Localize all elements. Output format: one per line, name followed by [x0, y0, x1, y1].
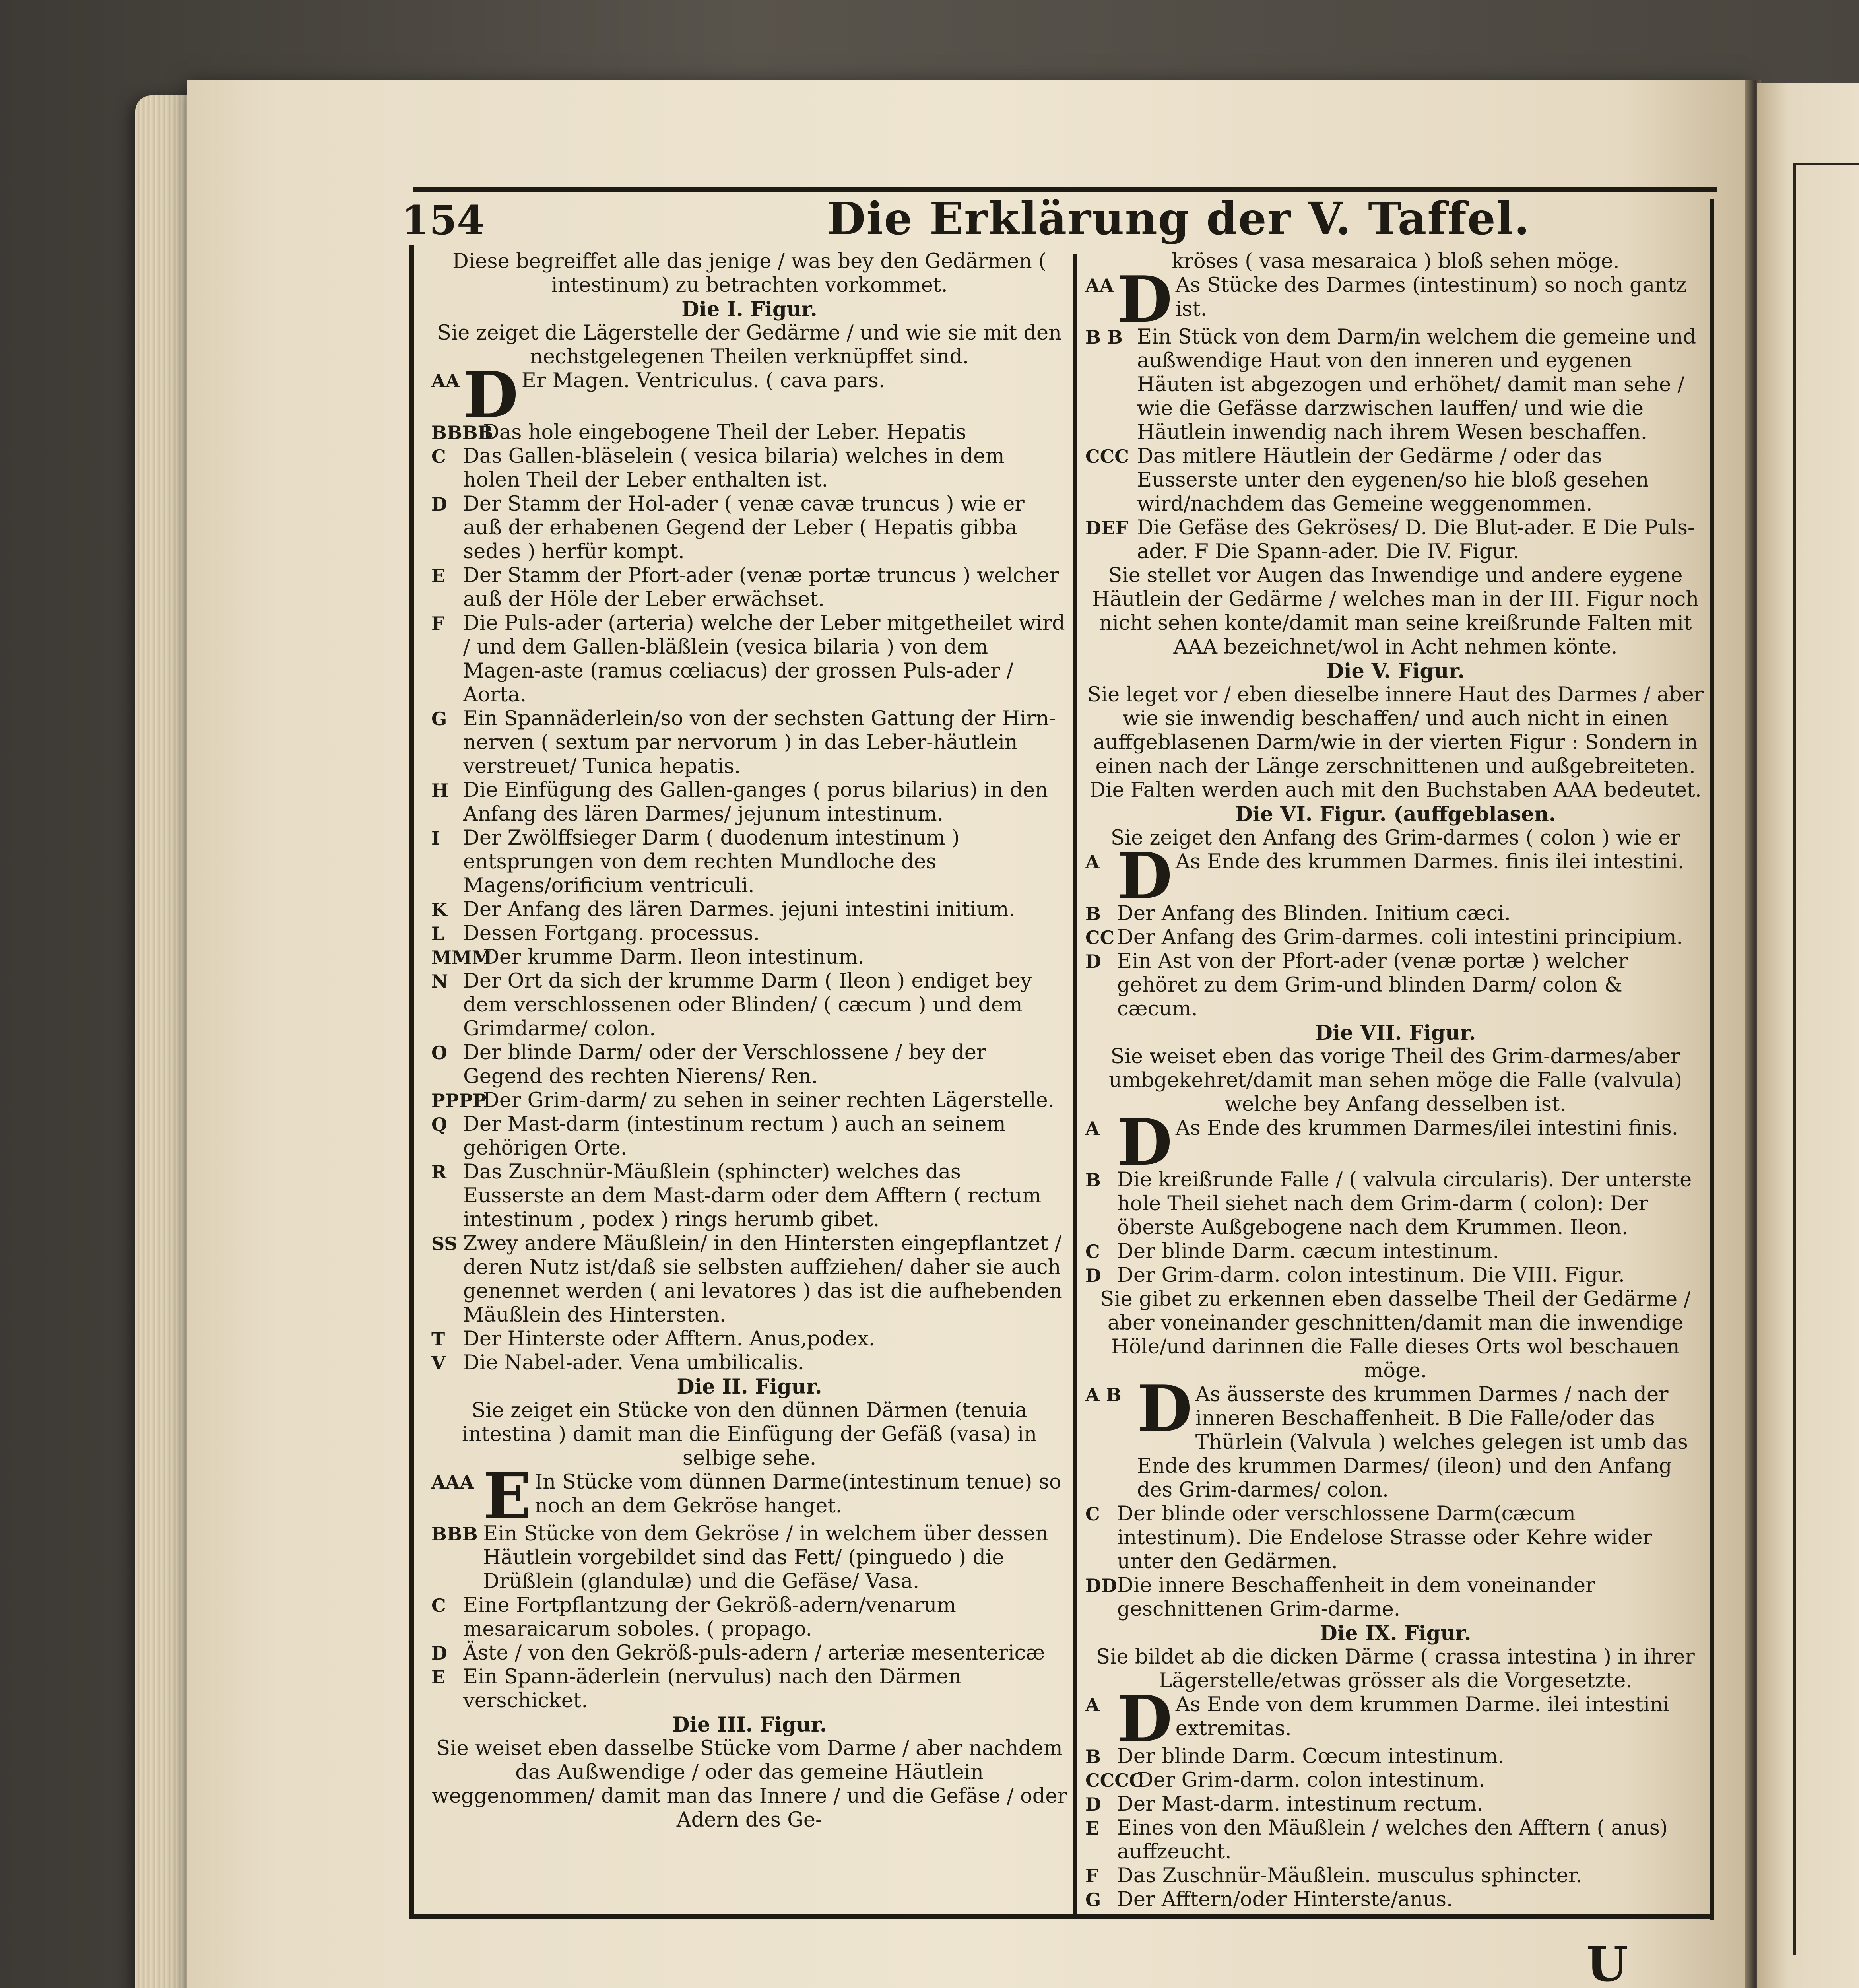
legend-text — [463, 1041, 1067, 1089]
legend-text — [463, 779, 1067, 826]
legend-description: Der Afftern/oder Hinterste/anus. — [1117, 1888, 1453, 1911]
figure-heading: Die I. Figur. — [681, 297, 817, 321]
legend-description: Der Stamm der Pfort-ader (venæ portæ truncus ) welcher auß der Höle der Leber erwächset. — [463, 564, 1059, 611]
legend-description: Die kreißrunde Falle / ( valvula circularis). Der unterste hole Theil siehet nach dem Grim-darm ( colon): Der öberste Außgebogene nach dem Krummen. Ileon. — [1117, 1168, 1692, 1239]
legend-entry — [431, 1327, 1067, 1351]
legend-text — [1117, 262, 1706, 337]
facing-page-edge — [1757, 83, 1859, 1988]
legend-description: Ein Spann-äderlein (nervulus) nach den Därmen verschicket. — [463, 1665, 962, 1712]
signature-mark: U — [1586, 1936, 1628, 1988]
legend-entry — [431, 945, 1067, 969]
legend-entry — [431, 1594, 1067, 1641]
legend-description: As Ende des krummen Darmes. finis ilei intestini. — [1175, 850, 1684, 874]
legend-entry — [1085, 1681, 1706, 1756]
legend-entry — [431, 357, 1067, 432]
legend-text — [463, 357, 1067, 432]
legend-entry — [431, 707, 1067, 779]
legend-letter: B — [1085, 903, 1101, 924]
left-text-column — [431, 250, 1067, 1832]
legend-letter: V — [431, 1352, 446, 1374]
figure-description: Sie weiset eben das vorige Theil des Grim-darmes/aber umbgekehret/damit man sehen möge die Falle (valvula) welche bey Anfang desselben ist. — [1108, 1045, 1682, 1116]
legend-description: Der Ort da sich der krumme Darm ( Ileon ) endiget bey dem verschlossenen oder Blinden/ ( cæcum ) und dem Grimdarme/ colon. — [463, 969, 1032, 1041]
figure-description: Sie gibet zu erkennen eben dasselbe Theil der Gedärme / aber voneinander geschnitten/damit man die inwendige Höle/und darinnen die Falle dieses Orts wol beschauen möge. — [1100, 1287, 1691, 1382]
legend-text — [483, 1522, 1067, 1594]
legend-description: Der Grim-darm. colon intestinum. Die VIII. Figur. — [1117, 1264, 1625, 1287]
legend-entry — [431, 1089, 1067, 1112]
legend-letter: T — [431, 1328, 445, 1350]
book-page-edges — [135, 95, 195, 1988]
figure-description: Sie leget vor / eben dieselbe innere Haut des Darmes / aber wie sie inwendig beschaffen/ und auch nicht in einen auffgeblasenen Darm/wie in der vierten Figur : Sondern in einen nach der Länge zerschnittenen und außgebreiteten. Die Falten werden auch mit den Buchstaben AAA bedeutet. — [1087, 683, 1704, 802]
legend-entry — [1085, 325, 1706, 445]
legend-entry — [1085, 1371, 1706, 1502]
legend-letter: H — [431, 780, 449, 801]
legend-letter: B — [1085, 1746, 1101, 1767]
legend-description: Der blinde Darm. cæcum intestinum. — [1117, 1240, 1499, 1263]
legend-letter: I — [431, 827, 440, 849]
legend-description: Ein Stücke von dem Gekröse / in welchem über dessen Häutlein vorgebildet sind das Fett/ (pinguedo ) die Drüßlein (glandulæ) und die Gefäse/ Vasa. — [483, 1522, 1048, 1593]
legend-letter: B — [1085, 1169, 1101, 1191]
legend-description: Der blinde Darm. Cœcum intestinum. — [1117, 1745, 1504, 1768]
legend-description: Zwey andere Mäußlein/ in den Hintersten eingepflantzet / deren Nutz ist/daß sie selbsten auffziehen/ daher sie auch genennet werden ( ani levatores ) das ist die aufhebenden Mäußlein des Hintersten. — [463, 1232, 1062, 1327]
legend-description: Das Zuschnür-Mäußlein (sphincter) welches das Eusserste an dem Mast-darm oder dem Afftern ( rectum intestinum , podex ) rings herumb gibet. — [463, 1160, 1042, 1231]
legend-entry — [1085, 1168, 1706, 1240]
legend-description: Ein Spannäderlein/so von der sechsten Gattung der Hirn-nerven ( sextum par nervorum ) in das Leber-häutlein verstreuet/ Tunica hepatis. — [463, 707, 1056, 778]
legend-description: Äste / von den Gekröß-puls-adern / arteriæ mesentericæ — [463, 1641, 1045, 1665]
right-text-column — [1085, 250, 1706, 1912]
facing-page-frame — [1793, 163, 1859, 1955]
legend-description: As Stücke des Darmes (intestinum) so noch gantz ist. — [1175, 274, 1687, 321]
legend-letter: A — [1085, 851, 1100, 873]
figure-heading: Die VII. Figur. — [1315, 1021, 1476, 1045]
legend-description: Der krumme Darm. Ileon intestinum. — [483, 945, 864, 969]
legend-description: Der Anfang des Grim-darmes. coli intestini principium. — [1117, 926, 1683, 949]
legend-description: Die Einfügung des Gallen-ganges ( porus bilarius) in den Anfang des lären Darmes/ jejunum intestinum. — [463, 779, 1048, 826]
legend-text — [463, 1351, 1067, 1375]
legend-entry — [431, 492, 1067, 564]
legend-description: Eines von den Mäußlein / welches den Afftern ( anus) auffzeucht. — [1117, 1816, 1668, 1864]
legend-entry — [431, 612, 1067, 707]
legend-text — [463, 492, 1067, 564]
legend-description: Der Grim-darm. colon intestinum. — [1137, 1769, 1485, 1792]
figure-heading: Die II. Figur. — [677, 1375, 822, 1399]
figure-description: Sie zeiget die Lägerstelle der Gedärme / und wie sie mit den nechstgelegenen Theilen verknüpffet sind. — [437, 321, 1061, 369]
legend-entry — [431, 1112, 1067, 1160]
legend-description: Ein Ast von der Pfort-ader (venæ portæ ) welcher gehöret zu dem Grim-und blinden Darm/ colon & cæcum. — [1117, 949, 1628, 1021]
legend-text — [463, 826, 1067, 898]
legend-description: Das mitlere Häutlein der Gedärme / oder das Eusserste unter den eygenen/so hie bloß gesehen wird/nachdem das Gemeine weggenommen. — [1137, 445, 1649, 516]
legend-description: Der Anfang des Blinden. Initium cæci. — [1117, 902, 1511, 925]
legend-letter: D — [431, 1642, 447, 1664]
legend-entry — [1085, 1502, 1706, 1574]
legend-text — [463, 612, 1067, 707]
legend-description: Er Magen. Ventriculus. ( cava pars. — [521, 369, 885, 392]
legend-letter: CCC — [1085, 446, 1129, 467]
legend-description: Die Nabel-ader. Vena umbilicalis. — [463, 1351, 804, 1375]
legend-description: As Ende von dem krummen Darme. ilei intestini extremitas. — [1175, 1693, 1670, 1740]
legend-entry — [431, 1160, 1067, 1232]
legend-description: Das Zuschnür-Mäußlein. musculus sphincter. — [1117, 1864, 1582, 1887]
legend-description: In Stücke vom dünnen Darme(intestinum tenue) so noch an dem Gekröse hanget. — [534, 1470, 1061, 1518]
legend-entry — [1085, 1816, 1706, 1864]
legend-letter: D — [1085, 951, 1101, 972]
legend-entry — [431, 1641, 1067, 1665]
legend-letter: F — [1085, 1865, 1098, 1887]
legend-text — [463, 922, 1067, 945]
drop-cap: D — [1137, 1371, 1192, 1446]
legend-entry — [431, 1665, 1067, 1713]
legend-letter: R — [431, 1161, 447, 1183]
legend-text — [463, 1112, 1067, 1160]
legend-letter: E — [1085, 1817, 1100, 1839]
legend-entry — [1085, 839, 1706, 913]
legend-letter: N — [431, 971, 448, 992]
legend-text — [1117, 1792, 1706, 1816]
legend-letter: AA — [1085, 275, 1114, 296]
legend-entry — [1085, 949, 1706, 1021]
legend-letter: L — [431, 923, 444, 944]
legend-text — [1137, 1769, 1706, 1792]
legend-letter: G — [1085, 1889, 1101, 1910]
legend-text — [463, 1232, 1067, 1327]
legend-text — [1117, 839, 1706, 913]
figure-description: Sie stellet vor Augen das Inwendige und andere eygene Häutlein der Gedärme / welches man in der III. Figur noch nicht sehen konte/damit man seine kreißrunde Falten mit AAA bezeichnet/wol in Acht nehmen könte. — [1092, 564, 1699, 659]
legend-description: Das hole eingebogene Theil der Leber. Hepatis — [483, 421, 966, 444]
legend-letter: C — [1085, 1241, 1100, 1262]
legend-text — [463, 1327, 1067, 1351]
legend-description: Der Zwölffsieger Darm ( duodenum intestinum ) entsprungen von dem rechten Mundloche des Magens/orificium ventriculi. — [463, 826, 960, 897]
legend-letter: E — [431, 565, 446, 586]
legend-text — [463, 445, 1067, 492]
legend-description: Die innere Beschaffenheit in dem voneinander geschnittenen Grim-darme. — [1117, 1574, 1595, 1621]
legend-text — [483, 421, 1067, 445]
frame-right-rule — [1710, 199, 1714, 1920]
legend-entry — [1085, 1240, 1706, 1264]
legend-text — [1117, 902, 1706, 926]
legend-entry — [1085, 926, 1706, 949]
legend-entry — [1085, 445, 1706, 516]
legend-entry — [1085, 1769, 1706, 1792]
legend-text — [1117, 1240, 1706, 1264]
legend-letter: K — [431, 899, 447, 920]
legend-letter: DEF — [1085, 517, 1128, 539]
legend-letter: A B — [1085, 1384, 1122, 1406]
figure-description: Sie zeiget den Anfang des Grim-darmes ( colon ) wie er — [1110, 826, 1680, 850]
legend-description: Der blinde Darm/ oder der Verschlossene / bey der Gegend des rechten Nierens/ Ren. — [463, 1041, 986, 1088]
legend-entry — [431, 826, 1067, 898]
legend-text — [1117, 926, 1706, 949]
figure-heading: Die III. Figur. — [672, 1713, 827, 1737]
column-divider — [1073, 254, 1077, 1916]
legend-text — [1117, 1864, 1706, 1888]
legend-letter: SS — [431, 1233, 458, 1254]
legend-letter: BBBB — [431, 422, 493, 443]
legend-letter: CC — [1085, 927, 1115, 948]
legend-description: Die Puls-ader (arteria) welche der Leber mitgetheilet wird / und dem Gallen-bläßlein (vesica bilaria ) von dem Magen-aste (ramus cœliacus) der grossen Puls-ader / Aorta. — [463, 612, 1065, 707]
legend-description: Eine Fortpflantzung der Gekröß-adern/venarum mesaraicarum soboles. ( propago. — [463, 1594, 956, 1641]
legend-entry — [431, 1522, 1067, 1594]
legend-text — [463, 1160, 1067, 1232]
legend-text — [1117, 1574, 1706, 1621]
legend-entry — [1085, 1888, 1706, 1912]
legend-entry — [431, 445, 1067, 492]
legend-letter: Q — [431, 1114, 448, 1135]
legend-text — [483, 945, 1067, 969]
drop-cap: D — [1117, 1681, 1172, 1756]
legend-text — [1117, 1105, 1706, 1180]
legend-entry — [431, 779, 1067, 826]
legend-description: Der Hinterste oder Afftern. Anus,podex. — [463, 1327, 875, 1351]
legend-letter: F — [431, 613, 444, 634]
legend-entry — [1085, 516, 1706, 564]
legend-text — [463, 707, 1067, 779]
page-number: 154 — [402, 197, 485, 244]
legend-entry — [431, 898, 1067, 922]
legend-description: As Ende des krummen Darmes/ilei intestini finis. — [1175, 1116, 1679, 1140]
legend-text — [463, 969, 1067, 1041]
legend-text — [1137, 1371, 1706, 1502]
legend-text — [1117, 949, 1706, 1021]
figure-description: Sie bildet ab die dicken Därme ( crassa intestina ) in ihrer Lägerstelle/etwas grösser als die Vorgesetzte. — [1096, 1645, 1695, 1693]
header-rule — [413, 187, 1717, 192]
legend-description: Der Stamm der Hol-ader ( venæ cavæ truncus ) wie er auß der erhabenen Gegend der Leber ( Hepatis gibba sedes ) herfür kompt. — [463, 492, 1025, 563]
figure-description: Sie zeiget ein Stücke von den dünnen Därmen (tenuia intestina ) damit man die Einfügung der Gefäß (vasa) in selbige sehe. — [462, 1399, 1037, 1470]
legend-entry — [431, 969, 1067, 1041]
legend-letter: B B — [1085, 326, 1123, 348]
legend-text — [463, 564, 1067, 612]
legend-description: Das Gallen-bläselein ( vesica bilaria) welches in dem holen Theil der Leber enthalten ist. — [463, 445, 1005, 492]
legend-text — [1117, 1745, 1706, 1769]
legend-description: Ein Stück von dem Darm/in welchem die gemeine und außwendige Haut von den inneren und eygenen Häuten ist abgezogen und erhöhet/ damit man sehe / wie die Gefässe darzwischen lauffen/ und wie die Häutlein inwendig nach ihrem Wesen beschaffen. — [1137, 325, 1696, 444]
drop-cap: D — [1117, 262, 1172, 337]
legend-letter: O — [431, 1042, 448, 1064]
legend-text — [483, 1089, 1067, 1112]
legend-text — [1117, 1816, 1706, 1864]
figure-description: Diese begreiffet alle das jenige / was bey den Gedärmen ( intestinum) zu betrachten vorkommet. — [452, 250, 1046, 297]
figure-heading: Die VI. Figur. (auffgeblasen. — [1235, 802, 1556, 826]
drop-cap: D — [1117, 839, 1172, 913]
figure-description: kröses ( vasa mesaraica ) bloß sehen möge. — [1171, 250, 1620, 273]
legend-text — [463, 1665, 1067, 1713]
legend-text — [1117, 1264, 1706, 1287]
legend-letter: C — [1085, 1503, 1100, 1525]
legend-description: Der blinde oder verschlossene Darm(cæcum intestinum). Die Endelose Strasse oder Kehre wider unter den Gedärmen. — [1117, 1502, 1653, 1573]
drop-cap: E — [483, 1459, 532, 1534]
figure-heading: Die IX. Figur. — [1320, 1621, 1471, 1645]
frame-bottom-rule — [409, 1914, 1714, 1919]
legend-entry — [1085, 1792, 1706, 1816]
running-title: Die Erklärung der V. Taffel. — [827, 193, 1531, 245]
legend-letter: AA — [431, 370, 460, 392]
legend-text — [1117, 1502, 1706, 1574]
legend-description: Der Mast-darm. intestinum rectum. — [1117, 1792, 1483, 1816]
legend-entry — [1085, 1264, 1706, 1287]
legend-entry — [1085, 1745, 1706, 1769]
legend-letter: DD — [1085, 1575, 1117, 1596]
legend-text — [1137, 325, 1706, 445]
legend-entry — [431, 1232, 1067, 1327]
legend-description: Der Anfang des lären Darmes. jejuni intestini initium. — [463, 898, 1015, 921]
legend-description: Der Grim-darm/ zu sehen in seiner rechten Lägerstelle. — [483, 1089, 1054, 1112]
legend-description: Der Mast-darm (intestinum rectum ) auch an seinem gehörigen Orte. — [463, 1112, 1006, 1160]
legend-letter: C — [431, 446, 446, 467]
drop-cap: D — [463, 357, 518, 432]
legend-entry — [1085, 1105, 1706, 1180]
legend-entry — [1085, 1864, 1706, 1888]
figure-description: Sie weiset eben dasselbe Stücke vom Darme / aber nachdem das Außwendige / oder das gemeine Häutlein weggenommen/ damit man das Innere / und die Gefäse / oder Adern des Ge- — [432, 1737, 1067, 1832]
legend-letter: AAA — [431, 1472, 474, 1493]
legend-letter: D — [1085, 1794, 1101, 1815]
legend-description: Die Gefäse des Gekröses/ D. Die Blut-ader. E Die Puls- ader. F Die Spann-ader. Die IV. Figur. — [1137, 516, 1695, 563]
legend-letter: A — [1085, 1118, 1100, 1139]
legend-entry — [431, 1041, 1067, 1089]
legend-letter: A — [1085, 1694, 1100, 1716]
legend-text — [463, 1641, 1067, 1665]
legend-text — [1137, 445, 1706, 516]
legend-text — [483, 1459, 1067, 1534]
legend-text — [1137, 516, 1706, 564]
legend-description: Dessen Fortgang. processus. — [463, 922, 760, 945]
legend-text — [1117, 1168, 1706, 1240]
figure-heading: Die V. Figur. — [1326, 659, 1465, 683]
legend-entry — [431, 564, 1067, 612]
legend-text — [463, 1594, 1067, 1641]
legend-entry — [1085, 902, 1706, 926]
legend-text — [1117, 1888, 1706, 1912]
legend-letter: PPPP — [431, 1090, 487, 1111]
legend-letter: BBB — [431, 1523, 478, 1545]
legend-letter: MMM — [431, 947, 492, 968]
legend-letter: CCCC — [1085, 1770, 1144, 1791]
legend-text — [463, 898, 1067, 922]
frame-left-rule — [409, 245, 414, 1914]
legend-letter: D — [431, 493, 447, 515]
legend-entry — [431, 421, 1067, 445]
legend-letter: C — [431, 1595, 446, 1616]
legend-text — [1117, 1681, 1706, 1756]
legend-entry — [431, 1351, 1067, 1375]
legend-letter: G — [431, 708, 447, 730]
drop-cap: D — [1117, 1105, 1172, 1180]
legend-letter: D — [1085, 1265, 1101, 1286]
legend-entry — [1085, 1574, 1706, 1621]
legend-description: As äusserste des krummen Darmes / nach der inneren Beschaffenheit. B Die Falle/oder das Thürlein (Valvula ) welches gelegen ist umb das Ende des krummen Darmes/ (ileon) und den Anfang des Grim-darmes/ colon. — [1137, 1383, 1688, 1502]
legend-letter: E — [431, 1666, 446, 1688]
legend-entry — [431, 922, 1067, 945]
